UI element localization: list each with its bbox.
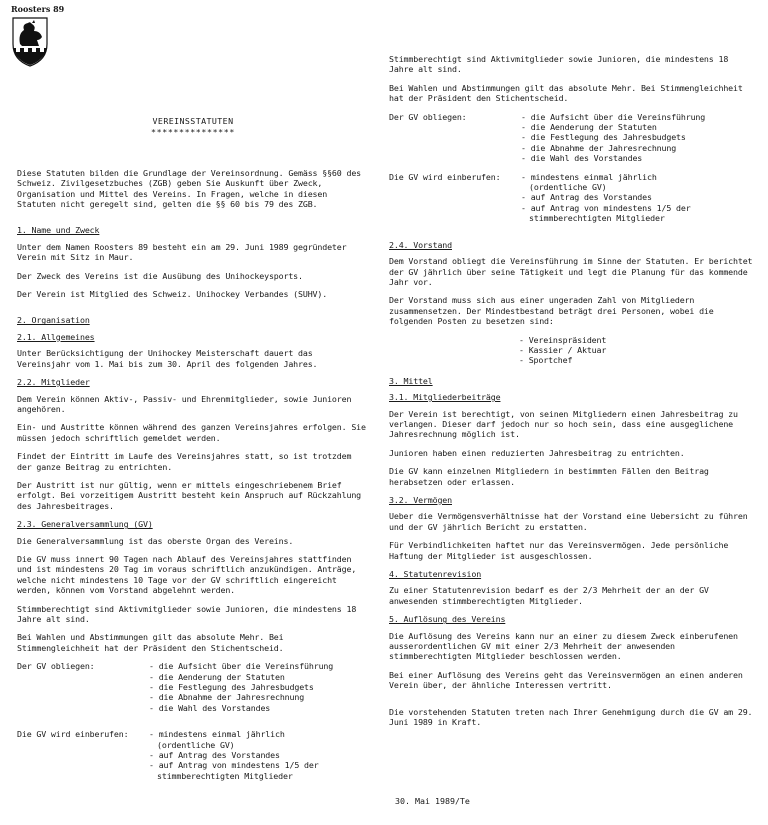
section-3-1-paragraph: Junioren haben einen reduzierten Jahresbeitrag zu entrichten. <box>389 447 685 458</box>
list-item: - mindestens einmal jährlich <box>149 729 285 740</box>
rooster-crest-icon <box>10 4 50 68</box>
section-1-paragraph: Unter dem Namen Roosters 89 besteht ein am 29. Juni 1989 gegründeter Verein mit Sitz in Maur. <box>17 241 347 263</box>
section-3-heading: 3. Mittel <box>389 375 433 386</box>
section-2-4-heading: 2.4. Vorstand <box>389 239 452 250</box>
list-item: - mindestens einmal jährlich <box>521 171 657 182</box>
section-5-paragraph: Bei einer Auflösung des Vereins geht das Vereinsvermögen an einen anderen Verein über, der ähnliche Interessen vertritt. <box>389 669 743 691</box>
section-5-heading: 5. Auflösung des Vereins <box>389 614 506 625</box>
list-item: - die Festlegung des Jahresbudgets <box>521 132 686 143</box>
section-3-1-paragraph: Der Verein ist berechtigt, von seinen Mitgliedern einen Jahresbeitrag zu verlangen. Dieser darf jedoch nur so hoch sein, dass eine ausgeglichene Jahresrechnung möglich ist. <box>389 408 738 440</box>
intro-paragraph: Diese Statuten bilden die Grundlage der Vereinsordnung. Gemäss §§60 des Schweiz. Zivilgesetzbuches (ZGB) geben Sie Auskunft über Zweck, Organisation und Mittel des Vereins. In Fragen, welche in diesen Statuten nicht geregelt sind, gelten die §§ 60 bis 79 des ZGB. <box>17 167 362 210</box>
gv-convening-label: Die GV wird einberufen: <box>389 171 501 182</box>
list-item: - die Aufsicht über die Vereinsführung <box>521 111 706 122</box>
list-item: - auf Antrag von mindestens 1/5 der <box>521 202 691 213</box>
section-4-heading: 4. Statutenrevision <box>389 569 482 580</box>
footer-date: 30. Mai 1989/Te <box>395 796 470 806</box>
list-item: - die Aufsicht über die Vereinsführung <box>149 661 334 672</box>
section-5-paragraph: Die Auflösung des Vereins kann nur an einer zu diesem Zweck einberufenen ausserordentlichen GV mit einer 2/3 Mehrheit der anwesenden stimmberechtigten Mitglieder beschlossen werden. <box>389 630 738 662</box>
gv-convening-list <box>389 172 753 224</box>
section-2-1-paragraph: Unter Berücksichtigung der Unihockey Meisterschaft dauert das Vereinsjahr vom 1. Mai bis zum 30. April des folgenden Jahres. <box>17 348 318 369</box>
gv-duties-label: Der GV obliegen: <box>389 111 467 122</box>
list-item: - die Wahl des Vorstandes <box>149 702 271 713</box>
list-item: - die Aenderung der Statuten <box>149 671 285 682</box>
gv-duties-list <box>17 661 369 713</box>
list-item: - Kassier / Aktuar <box>519 344 607 355</box>
section-2-3-paragraph: Bei Wahlen und Abstimmungen gilt das absolute Mehr. Bei Stimmengleichheit hat der Präsident den Stichentscheid. <box>17 632 284 653</box>
list-item: stimmberechtigten Mitglieder <box>157 770 293 781</box>
list-item: - die Abnahme der Jahresrechnung <box>521 142 677 153</box>
list-item: stimmberechtigten Mitglieder <box>529 213 665 224</box>
section-2-4-paragraph: Dem Vorstand obliegt die Vereinsführung im Sinne der Statuten. Er berichtet der GV jährlich über seine Tätigkeit und legt die Planung für das kommende Jahr vor. <box>389 256 753 287</box>
title-underline-stars: *************** <box>151 127 235 138</box>
list-item: - auf Antrag des Vorstandes <box>149 750 280 761</box>
right-column <box>389 54 753 736</box>
list-item: - Vereinspräsident <box>519 334 607 345</box>
section-3-2-heading: 3.2. Vermögen <box>389 495 452 505</box>
left-column <box>17 116 369 789</box>
list-item: - die Festlegung des Jahresbudgets <box>149 682 314 693</box>
section-2-3-paragraph: Die GV muss innert 90 Tagen nach Ablauf des Vereinsjahres stattfinden und ist mindestens 20 Tag im voraus schriftlich anzukündigen. Anträge, welche nicht mindestens 10 Tage vor der GV schriftlich eingereicht werden, können vom Vorstand abgelehnt werden. <box>17 553 357 596</box>
list-item: - Sportchef <box>519 355 573 366</box>
document-title: VEREINSSTATUTEN <box>152 116 234 126</box>
section-2-3-paragraph: Stimmberechtigt sind Aktivmitglieder sowie Junioren, die mindestens 18 Jahre alt sind. <box>389 54 729 75</box>
section-2-1-heading: 2.1. Allgemeines <box>17 331 95 342</box>
section-2-2-paragraph: Der Austritt ist nur gültig, wenn er mittels eingeschriebenem Brief erfolgt. Bei vorzeitigem Austritt besteht kein Anspruch auf Rückzahlung des Jahresbeitrages. <box>17 479 362 511</box>
section-2-2-paragraph: Dem Verein können Aktiv-, Passiv- und Ehrenmitglieder, sowie Junioren angehören. <box>17 393 352 414</box>
gv-convening-label: Die GV wird einberufen: <box>17 729 129 740</box>
list-item: - die Wahl des Vorstandes <box>521 153 643 164</box>
section-1-heading: 1. Name und Zweck <box>17 225 100 236</box>
section-3-1-heading: 3.1. Mitgliederbeiträge <box>389 392 501 403</box>
section-2-3-paragraph: Stimmberechtigt sind Aktivmitglieder sowie Junioren, die mindestens 18 Jahre alt sind. <box>17 603 357 624</box>
section-2-2-paragraph: Findet der Eintritt im Laufe des Vereinsjahres statt, so ist trotzdem der ganze Beitrag zu entrichten. <box>17 451 352 472</box>
section-2-3-paragraph: Die Generalversammlung ist das oberste Organ des Vereins. <box>17 535 294 546</box>
section-2-3-heading: 2.3. Generalversammlung (GV) <box>17 519 153 530</box>
section-3-1-paragraph: Die GV kann einzelnen Mitgliedern in bestimmten Fällen den Beitrag herabsetzen oder erlassen. <box>389 466 709 487</box>
section-4-paragraph: Zu einer Statutenrevision bedarf es der 2/3 Mehrheit der an der GV anwesenden stimmberechtigten Mitglieder. <box>389 585 709 606</box>
list-item: - auf Antrag des Vorstandes <box>521 192 652 203</box>
section-2-2-heading: 2.2. Mitglieder <box>17 377 90 388</box>
section-2-2-paragraph: Ein- und Austritte können während des ganzen Vereinsjahres erfolgen. Sie müssen jedoch schriftlich gemeldet werden. <box>17 422 366 443</box>
board-positions-list <box>519 335 753 366</box>
list-item: - die Aenderung der Statuten <box>521 122 657 133</box>
section-2-4-paragraph: Der Vorstand muss sich aus einer ungeraden Zahl von Mitgliedern zusammensetzen. Der Mindestbestand beträgt drei Personen, wobei die folgenden Posten zu besetzen sind: <box>389 295 714 327</box>
section-2-3-paragraph: Bei Wahlen und Abstimmungen gilt das absolute Mehr. Bei Stimmengleichheit hat der Präsident den Stichentscheid. <box>389 82 743 104</box>
gv-duties-label: Der GV obliegen: <box>17 661 95 672</box>
club-name: Roosters 89 <box>11 4 65 14</box>
list-item: - auf Antrag von mindestens 1/5 der <box>149 760 319 771</box>
list-item: (ordentliche GV) <box>157 739 235 750</box>
section-3-2-paragraph: Für Verbindlichkeiten haftet nur das Vereinsvermögen. Jede persönliche Haftung der Mitglieder ist ausgeschlossen. <box>389 540 729 561</box>
section-1-paragraph: Der Zweck des Vereins ist die Ausübung des Unihockeysports. <box>17 270 303 281</box>
section-1-paragraph: Der Verein ist Mitglied des Schweiz. Unihockey Verbandes (SUHV). <box>17 289 328 300</box>
gv-convening-list <box>17 729 369 781</box>
list-item: (ordentliche GV) <box>529 182 607 193</box>
list-item: - die Abnahme der Jahresrechnung <box>149 692 305 703</box>
section-2-heading: 2. Organisation <box>17 315 90 326</box>
section-3-2-paragraph: Ueber die Vermögensverhältnisse hat der Vorstand eine Uebersicht zu führen und der GV jährlich Bericht zu erstatten. <box>389 511 748 532</box>
gv-duties-list <box>389 112 753 164</box>
closing-paragraph: Die vorstehenden Statuten treten nach Ihrer Genehmigung durch die GV am 29. Juni 1989 in Kraft. <box>389 706 753 728</box>
